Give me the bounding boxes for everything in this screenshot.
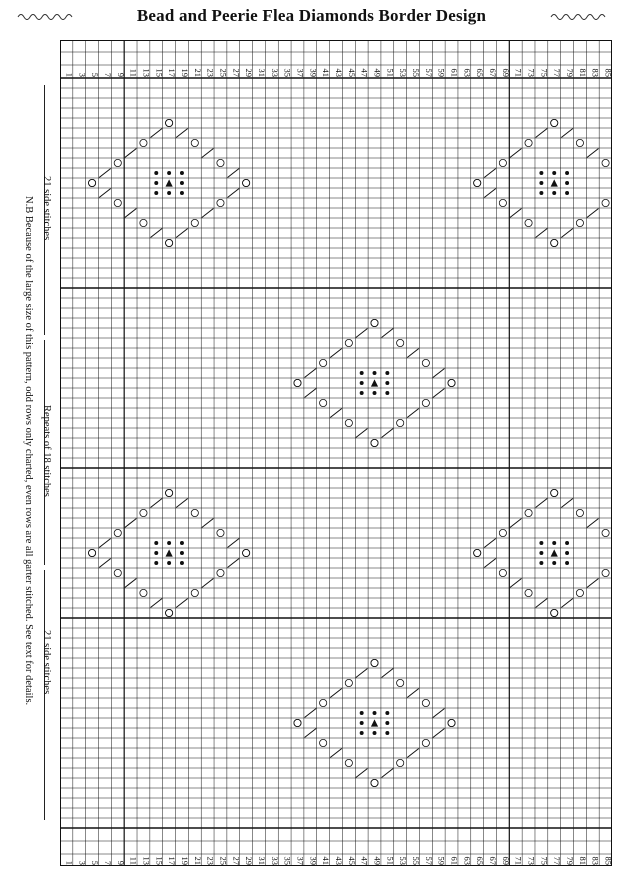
bead-symbol <box>385 371 389 375</box>
row-number-top: 55 <box>411 68 422 77</box>
decrease-symbol <box>536 129 548 138</box>
bead-symbol <box>154 541 158 545</box>
decrease-symbol <box>484 539 496 548</box>
yarn-over-symbol <box>217 529 224 536</box>
chart-frame <box>61 41 612 866</box>
row-number-bottom: 5 <box>90 860 101 865</box>
side-arrow-bot <box>44 570 46 820</box>
decrease-symbol <box>151 129 163 138</box>
row-number-bottom: 65 <box>475 856 486 865</box>
row-number-bottom: 63 <box>462 856 473 865</box>
row-number-top: 25 <box>218 68 229 77</box>
row-number-bottom: 37 <box>295 856 306 865</box>
yarn-over-symbol <box>397 339 404 346</box>
yarn-over-symbol <box>217 199 224 206</box>
bead-symbol <box>154 181 158 185</box>
decrease-symbol <box>125 579 137 588</box>
row-number-top: 43 <box>334 68 344 77</box>
decrease-symbol <box>484 189 496 198</box>
decrease-symbol <box>356 769 368 778</box>
row-number-top: 9 <box>115 72 126 77</box>
bead-symbol <box>539 171 543 175</box>
yarn-over-symbol <box>576 509 583 516</box>
decrease-symbol <box>305 369 317 378</box>
yarn-over-symbol <box>551 119 558 126</box>
row-number-top: 85 <box>603 68 614 77</box>
bead-symbol <box>385 731 389 735</box>
yarn-over-symbol <box>243 179 250 186</box>
row-number-top: 19 <box>179 68 190 77</box>
yarn-over-symbol <box>448 719 455 726</box>
decrease-symbol <box>382 769 394 778</box>
row-number-top: 59 <box>436 68 447 77</box>
yarn-over-symbol <box>576 589 583 596</box>
row-number-top: 17 <box>167 68 178 77</box>
row-number-bottom: 67 <box>488 856 499 865</box>
decrease-symbol <box>330 409 342 418</box>
decrease-symbol <box>433 369 445 378</box>
row-number-bottom: 33 <box>269 856 280 865</box>
row-number-top: 1 <box>64 72 75 77</box>
row-number-bottom: 59 <box>436 856 447 865</box>
bead-symbol <box>360 721 364 725</box>
row-number-bottom: 69 <box>500 856 511 865</box>
triangle-symbol <box>551 549 558 556</box>
yarn-over-symbol <box>422 699 429 706</box>
row-number-bottom: 45 <box>346 856 357 865</box>
yarn-over-symbol <box>551 489 558 496</box>
triangle-symbol <box>166 549 173 556</box>
row-number-top: 83 <box>590 68 601 77</box>
yarn-over-symbol <box>551 239 558 246</box>
row-number-top: 65 <box>475 68 486 77</box>
yarn-over-symbol <box>217 569 224 576</box>
yarn-over-symbol <box>397 679 404 686</box>
row-number-bottom: 61 <box>449 856 460 865</box>
yarn-over-symbol <box>88 179 95 186</box>
bead-symbol <box>373 371 377 375</box>
row-number-bottom: 49 <box>372 856 383 865</box>
triangle-symbol <box>371 379 378 386</box>
row-number-top: 77 <box>552 68 563 77</box>
yarn-over-symbol <box>499 569 506 576</box>
decrease-symbol <box>484 559 496 568</box>
row-number-top: 49 <box>372 68 383 77</box>
decrease-symbol <box>510 579 522 588</box>
bead-symbol <box>360 731 364 735</box>
row-number-top: 27 <box>231 68 242 77</box>
yarn-over-symbol <box>243 549 250 556</box>
yarn-over-symbol <box>525 139 532 146</box>
decrease-symbol <box>536 499 548 508</box>
row-number-top: 69 <box>500 68 511 77</box>
row-number-bottom: 27 <box>231 856 242 865</box>
yarn-over-symbol <box>602 159 609 166</box>
decrease-symbol <box>176 129 188 138</box>
yarn-over-symbol <box>140 219 147 226</box>
row-number-bottom: 1 <box>64 860 75 865</box>
row-number-bottom: 79 <box>565 856 576 865</box>
yarn-over-symbol <box>397 419 404 426</box>
row-number-bottom: 73 <box>526 856 537 865</box>
decrease-symbol <box>536 229 548 238</box>
decrease-symbol <box>99 559 111 568</box>
bead-symbol <box>539 181 543 185</box>
decrease-symbol <box>99 539 111 548</box>
yarn-over-symbol <box>371 659 378 666</box>
row-number-bottom: 3 <box>77 860 88 865</box>
yarn-over-symbol <box>576 219 583 226</box>
decrease-symbol <box>228 539 240 548</box>
yarn-over-symbol <box>294 719 301 726</box>
row-number-bottom: 83 <box>590 856 601 865</box>
bead-symbol <box>539 191 543 195</box>
bead-symbol <box>565 541 569 545</box>
yarn-over-symbol <box>114 529 121 536</box>
decrease-symbol <box>228 559 240 568</box>
row-number-top: 51 <box>385 68 396 77</box>
row-number-top: 57 <box>423 68 434 77</box>
decrease-symbol <box>305 709 317 718</box>
yarn-over-symbol <box>88 549 95 556</box>
yarn-over-symbol <box>114 569 121 576</box>
decrease-symbol <box>433 389 445 398</box>
decrease-symbol <box>407 749 419 758</box>
row-number-bottom: 43 <box>334 856 344 865</box>
yarn-over-symbol <box>525 589 532 596</box>
row-number-bottom: 47 <box>359 856 370 865</box>
bead-symbol <box>154 551 158 555</box>
decrease-symbol <box>356 669 368 678</box>
yarn-over-symbol <box>320 699 327 706</box>
decrease-symbol <box>407 409 419 418</box>
row-number-bottom: 13 <box>141 856 152 865</box>
decrease-symbol <box>561 599 573 608</box>
decrease-symbol <box>382 329 394 338</box>
decrease-symbol <box>228 169 240 178</box>
page-title: Bead and Peerie Flea Diamonds Border Design <box>136 6 487 25</box>
chart-grid <box>60 40 612 866</box>
row-number-bottom: 19 <box>179 856 190 865</box>
yarn-over-symbol <box>499 529 506 536</box>
row-number-top: 13 <box>141 68 152 77</box>
yarn-over-symbol <box>345 419 352 426</box>
row-number-top: 75 <box>539 68 550 77</box>
yarn-over-symbol <box>371 319 378 326</box>
decrease-symbol <box>433 729 445 738</box>
bead-symbol <box>167 561 171 565</box>
decrease-symbol <box>202 209 214 218</box>
decrease-symbol <box>176 499 188 508</box>
row-number-top: 33 <box>269 68 280 77</box>
yarn-over-symbol <box>166 239 173 246</box>
row-number-top: 31 <box>256 68 267 77</box>
decrease-symbol <box>510 149 522 158</box>
decrease-symbol <box>305 389 317 398</box>
row-number-top: 73 <box>526 68 537 77</box>
yarn-over-symbol <box>166 609 173 616</box>
row-number-top: 15 <box>154 68 165 77</box>
row-number-bottom: 75 <box>539 856 550 865</box>
row-number-bottom: 17 <box>167 856 178 865</box>
decrease-symbol <box>151 499 163 508</box>
row-number-top: 39 <box>308 68 319 78</box>
row-number-bottom: 29 <box>244 856 255 865</box>
yarn-over-symbol <box>602 569 609 576</box>
decrease-symbol <box>202 149 214 158</box>
row-number-top: 79 <box>565 68 576 77</box>
yarn-over-symbol <box>140 139 147 146</box>
decrease-symbol <box>484 169 496 178</box>
decrease-symbol <box>330 749 342 758</box>
squiggle-ornament-right <box>551 12 605 22</box>
row-number-top: 45 <box>346 68 357 77</box>
decrease-symbol <box>536 599 548 608</box>
triangle-symbol <box>551 179 558 186</box>
bead-symbol <box>360 711 364 715</box>
yarn-over-symbol <box>422 399 429 406</box>
row-number-bottom: 25 <box>218 856 229 865</box>
yarn-over-symbol <box>525 219 532 226</box>
row-number-bottom: 35 <box>282 856 293 865</box>
bead-symbol <box>385 381 389 385</box>
decrease-symbol <box>510 519 522 528</box>
decrease-symbol <box>407 689 419 698</box>
yarn-over-symbol <box>114 159 121 166</box>
decrease-symbol <box>561 499 573 508</box>
side-stitches-label-top: 21 side stitches <box>41 176 52 241</box>
title-bar <box>0 0 623 34</box>
row-number-bottom: 31 <box>256 856 267 865</box>
row-number-bottom: 55 <box>411 856 422 865</box>
row-number-bottom: 41 <box>321 856 332 865</box>
decrease-symbol <box>330 689 342 698</box>
yarn-over-symbol <box>320 399 327 406</box>
yarn-over-symbol <box>345 339 352 346</box>
bead-symbol <box>539 541 543 545</box>
decrease-symbol <box>587 209 599 218</box>
yarn-over-symbol <box>191 589 198 596</box>
decrease-symbol <box>125 149 137 158</box>
decrease-symbol <box>305 729 317 738</box>
bead-symbol <box>180 191 184 195</box>
decrease-symbol <box>561 229 573 238</box>
row-number-top: 11 <box>128 68 139 77</box>
knitting-chart <box>60 40 612 866</box>
yarn-over-symbol <box>474 179 481 186</box>
bead-symbol <box>565 551 569 555</box>
decrease-symbol <box>176 229 188 238</box>
bead-symbol <box>180 541 184 545</box>
yarn-over-symbol <box>525 509 532 516</box>
row-number-top: 5 <box>90 72 101 77</box>
yarn-over-symbol <box>422 739 429 746</box>
row-number-top: 71 <box>513 68 524 77</box>
decrease-symbol <box>202 579 214 588</box>
yarn-over-symbol <box>166 489 173 496</box>
bead-symbol <box>373 391 377 395</box>
bead-symbol <box>167 541 171 545</box>
yarn-over-symbol <box>345 759 352 766</box>
decrease-symbol <box>125 519 137 528</box>
yarn-over-symbol <box>422 359 429 366</box>
triangle-symbol <box>166 179 173 186</box>
row-number-bottom: 51 <box>385 856 396 865</box>
row-number-bottom: 21 <box>192 856 203 865</box>
decrease-symbol <box>382 429 394 438</box>
row-number-top: 21 <box>192 68 203 77</box>
bead-symbol <box>565 561 569 565</box>
yarn-over-symbol <box>576 139 583 146</box>
bead-symbol <box>180 181 184 185</box>
row-number-bottom: 23 <box>205 856 216 865</box>
bead-symbol <box>565 171 569 175</box>
row-number-bottom: 57 <box>423 856 434 865</box>
yarn-over-symbol <box>191 139 198 146</box>
yarn-over-symbol <box>140 509 147 516</box>
row-number-top: 41 <box>321 68 332 77</box>
bead-symbol <box>385 721 389 725</box>
yarn-over-symbol <box>371 779 378 786</box>
row-number-bottom: 81 <box>577 856 588 865</box>
yarn-over-symbol <box>294 379 301 386</box>
yarn-over-symbol <box>320 359 327 366</box>
row-number-bottom: 71 <box>513 856 524 865</box>
row-number-bottom: 7 <box>102 860 113 865</box>
row-number-bottom: 39 <box>308 856 319 865</box>
row-number-top: 67 <box>488 68 499 77</box>
decrease-symbol <box>407 349 419 358</box>
yarn-over-symbol <box>602 199 609 206</box>
bead-symbol <box>373 711 377 715</box>
note-label: N.B Because of the large size of this pattern, odd rows only charted, even rows are all garter stitched. See text for details. <box>23 196 34 706</box>
decrease-symbol <box>510 209 522 218</box>
yarn-over-symbol <box>191 509 198 516</box>
decrease-symbol <box>433 709 445 718</box>
decrease-symbol <box>125 209 137 218</box>
decrease-symbol <box>561 129 573 138</box>
yarn-over-symbol <box>474 549 481 556</box>
decrease-symbol <box>356 429 368 438</box>
row-number-bottom: 9 <box>115 860 126 865</box>
yarn-over-symbol <box>397 759 404 766</box>
bead-symbol <box>360 381 364 385</box>
decrease-symbol <box>151 229 163 238</box>
bead-symbol <box>360 371 364 375</box>
bead-symbol <box>180 561 184 565</box>
row-number-bottom: 53 <box>398 856 409 865</box>
side-stitches-label-bottom: 21 side stitches <box>41 630 52 695</box>
row-number-top: 23 <box>205 68 216 77</box>
row-number-top: 63 <box>462 68 473 77</box>
decrease-symbol <box>356 329 368 338</box>
yarn-over-symbol <box>551 609 558 616</box>
bead-symbol <box>552 561 556 565</box>
bead-symbol <box>180 551 184 555</box>
yarn-over-symbol <box>320 739 327 746</box>
decrease-symbol <box>99 169 111 178</box>
decrease-symbol <box>202 519 214 528</box>
row-number-top: 81 <box>577 68 588 77</box>
yarn-over-symbol <box>217 159 224 166</box>
row-number-bottom: 85 <box>603 856 614 865</box>
row-number-top: 53 <box>398 68 409 77</box>
bead-symbol <box>167 171 171 175</box>
row-number-bottom: 11 <box>128 856 139 865</box>
bead-symbol <box>539 551 543 555</box>
bead-symbol <box>565 191 569 195</box>
row-number-top: 29 <box>244 68 255 77</box>
bead-symbol <box>565 181 569 185</box>
yarn-over-symbol <box>166 119 173 126</box>
bead-symbol <box>552 171 556 175</box>
decrease-symbol <box>587 579 599 588</box>
decrease-symbol <box>228 189 240 198</box>
yarn-over-symbol <box>448 379 455 386</box>
row-number-top: 47 <box>359 68 370 77</box>
bead-symbol <box>385 711 389 715</box>
yarn-over-symbol <box>114 199 121 206</box>
yarn-over-symbol <box>140 589 147 596</box>
row-number-top: 3 <box>77 72 88 77</box>
decrease-symbol <box>587 519 599 528</box>
repeats-label: Repeats of 18 stitches <box>41 405 52 497</box>
row-number-top: 35 <box>282 68 293 77</box>
row-number-bottom: 15 <box>154 856 165 865</box>
decrease-symbol <box>176 599 188 608</box>
triangle-symbol <box>371 719 378 726</box>
row-number-top: 7 <box>102 72 113 77</box>
bead-symbol <box>167 191 171 195</box>
bead-symbol <box>373 731 377 735</box>
bead-symbol <box>385 391 389 395</box>
row-number-bottom: 77 <box>552 856 563 865</box>
bead-symbol <box>552 191 556 195</box>
yarn-over-symbol <box>345 679 352 686</box>
decrease-symbol <box>382 669 394 678</box>
decrease-symbol <box>587 149 599 158</box>
bead-symbol <box>360 391 364 395</box>
bead-symbol <box>552 541 556 545</box>
decrease-symbol <box>99 189 111 198</box>
bead-symbol <box>180 171 184 175</box>
yarn-over-symbol <box>191 219 198 226</box>
row-number-top: 61 <box>449 68 460 77</box>
yarn-over-symbol <box>499 159 506 166</box>
decrease-symbol <box>151 599 163 608</box>
bead-symbol <box>154 561 158 565</box>
row-number-top: 37 <box>295 68 306 77</box>
decrease-symbol <box>330 349 342 358</box>
yarn-over-symbol <box>499 199 506 206</box>
bead-symbol <box>539 561 543 565</box>
yarn-over-symbol <box>371 439 378 446</box>
bead-symbol <box>154 171 158 175</box>
yarn-over-symbol <box>602 529 609 536</box>
bead-symbol <box>154 191 158 195</box>
